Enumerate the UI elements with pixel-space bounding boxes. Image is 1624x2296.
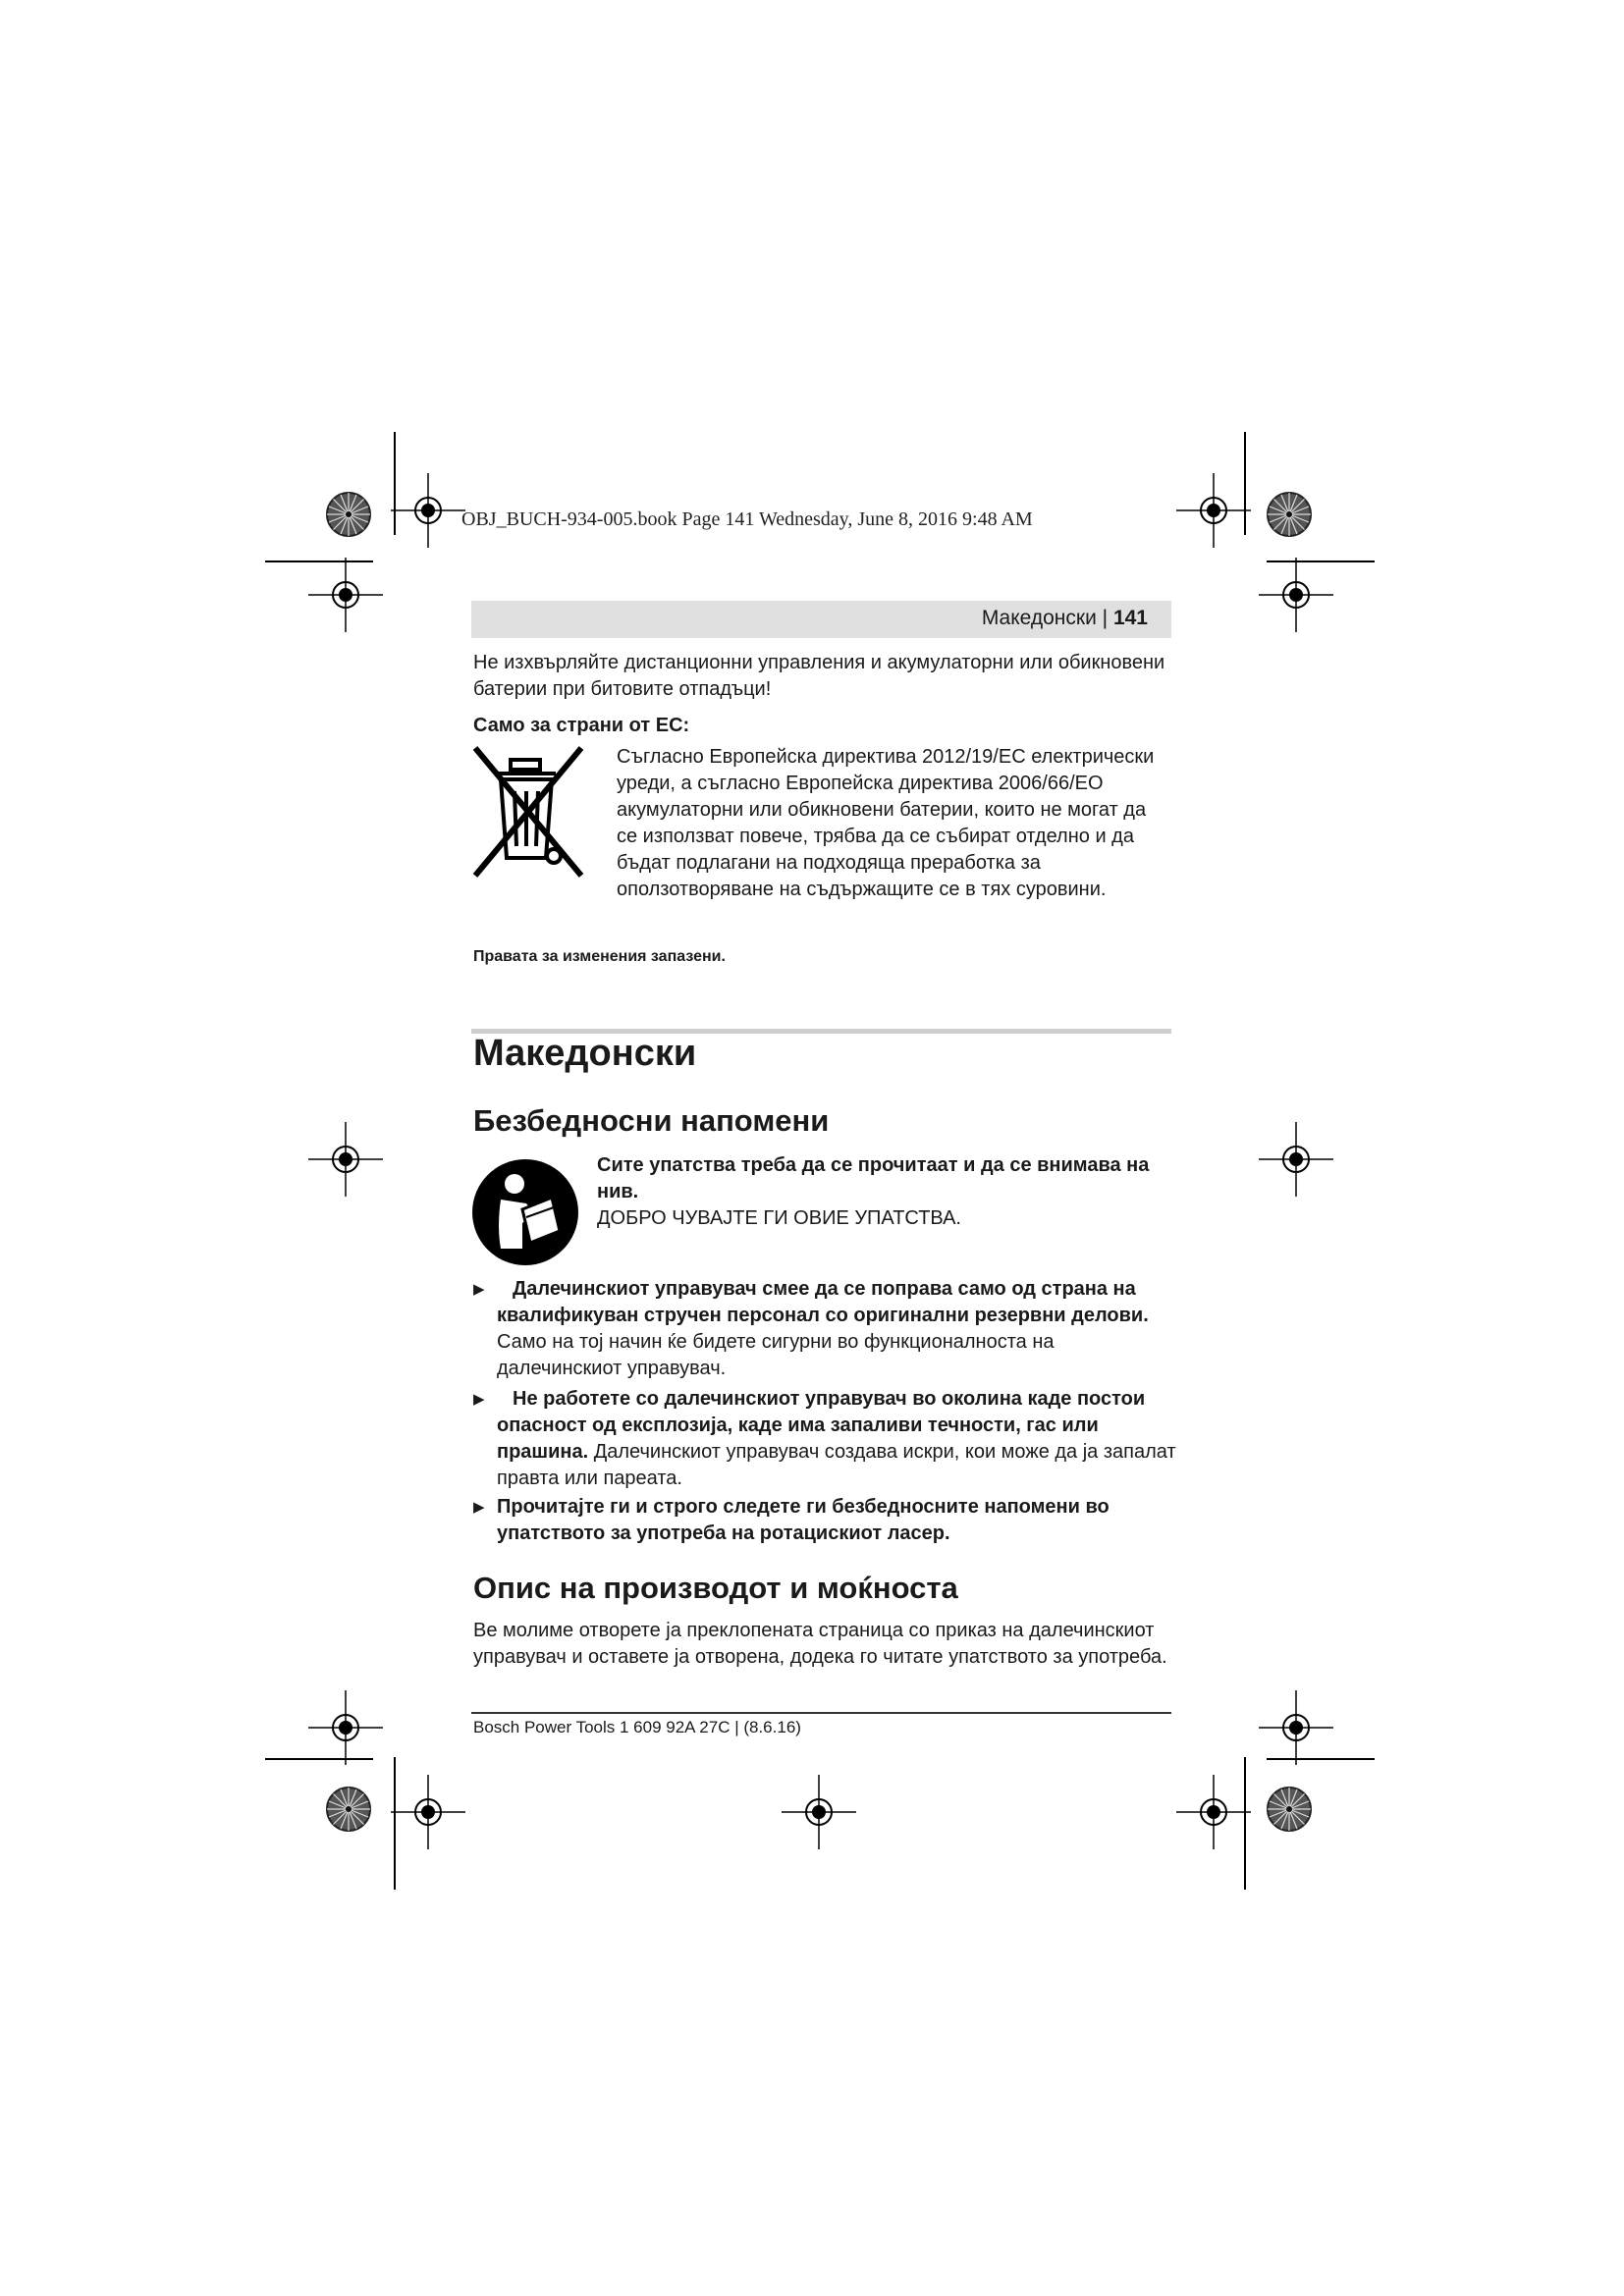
- footer-text: Bosch Power Tools 1 609 92A 27C: [473, 1718, 731, 1736]
- footer-separator: |: [730, 1718, 744, 1736]
- crossed-bin-icon: [471, 744, 589, 881]
- language-title: Македонски: [473, 1033, 697, 1074]
- read-instructions-normal: ДОБРО ЧУВАЈТЕ ГИ ОВИЕ УПАТСТВА.: [597, 1207, 961, 1229]
- read-manual-icon: [471, 1158, 579, 1266]
- bullet-bold: Далечинскиот управувач смее да се поправа само од страна на квалификуван стручен персонал со оригинални резервни делови.: [497, 1278, 1149, 1326]
- bullet-bold: Не работете со далечинскиот управувач во околина каде постои опасност од експлозија, каде има запаливи течности, гас или прашина.: [497, 1388, 1146, 1463]
- footer: [473, 1718, 801, 1737]
- page-header: [471, 601, 1171, 638]
- bullet-bold: Прочитајте ги и строго следете ги безбедносните напомени во упатството за употреба на ротацискиот ласер.: [497, 1496, 1110, 1544]
- bullet-arrow-icon: ▶: [473, 1391, 485, 1408]
- disposal-warning: Не изхвърляйте дистанционни управления и акумулаторни или обикновени батерии при битовите отпадъци!: [473, 652, 1165, 700]
- product-heading: Опис на производот и моќноста: [473, 1571, 958, 1605]
- read-instructions: [597, 1152, 1171, 1232]
- page-number: 141: [1112, 607, 1148, 629]
- header-section: Македонски: [981, 607, 1097, 629]
- rights-note: Правата за изменения запазени.: [473, 948, 726, 965]
- read-instructions-bold: Сите упатства треба да се прочитаат и да се внимава на нив.: [597, 1154, 1150, 1202]
- product-text: Ве молиме отворете ја преклопената страница со приказ на далечинскиот управувач и оставете ја отворена, додека го читате упатството за употреба.: [473, 1620, 1167, 1668]
- bullet-normal: Само на тој начин ќе бидете сигурни во функционалноста на далечинскиот управувач.: [497, 1331, 1055, 1379]
- print-info: OBJ_BUCH-934-005.book Page 141 Wednesday, June 8, 2016 9:48 AM: [461, 508, 1033, 530]
- bullet-arrow-icon: ▶: [473, 1281, 485, 1298]
- bullet-arrow-icon: ▶: [473, 1499, 485, 1516]
- footer-date: (8.6.16): [743, 1718, 801, 1736]
- safety-heading: Безбедносни напомени: [473, 1103, 830, 1138]
- header-separator: |: [1096, 607, 1113, 629]
- bullet-normal: Далечинскиот управувач создава искри, кои може да ја запалат правта или пареата.: [497, 1441, 1176, 1489]
- eu-heading: Само за страни от ЕС:: [473, 715, 690, 736]
- eu-directive-text: Съгласно Европейска директива 2012/19/ЕС електрически уреди, а съгласно Европейска директива 2006/66/ЕО акумулаторни или обикновени батерии, които не могат да се използват повече, трябва да се събират отделно и да бъдат подлагани на подходяща преработка за оползотворяване на съдържащите се в тях суровини.: [617, 746, 1155, 900]
- footer-rule: [471, 1712, 1171, 1714]
